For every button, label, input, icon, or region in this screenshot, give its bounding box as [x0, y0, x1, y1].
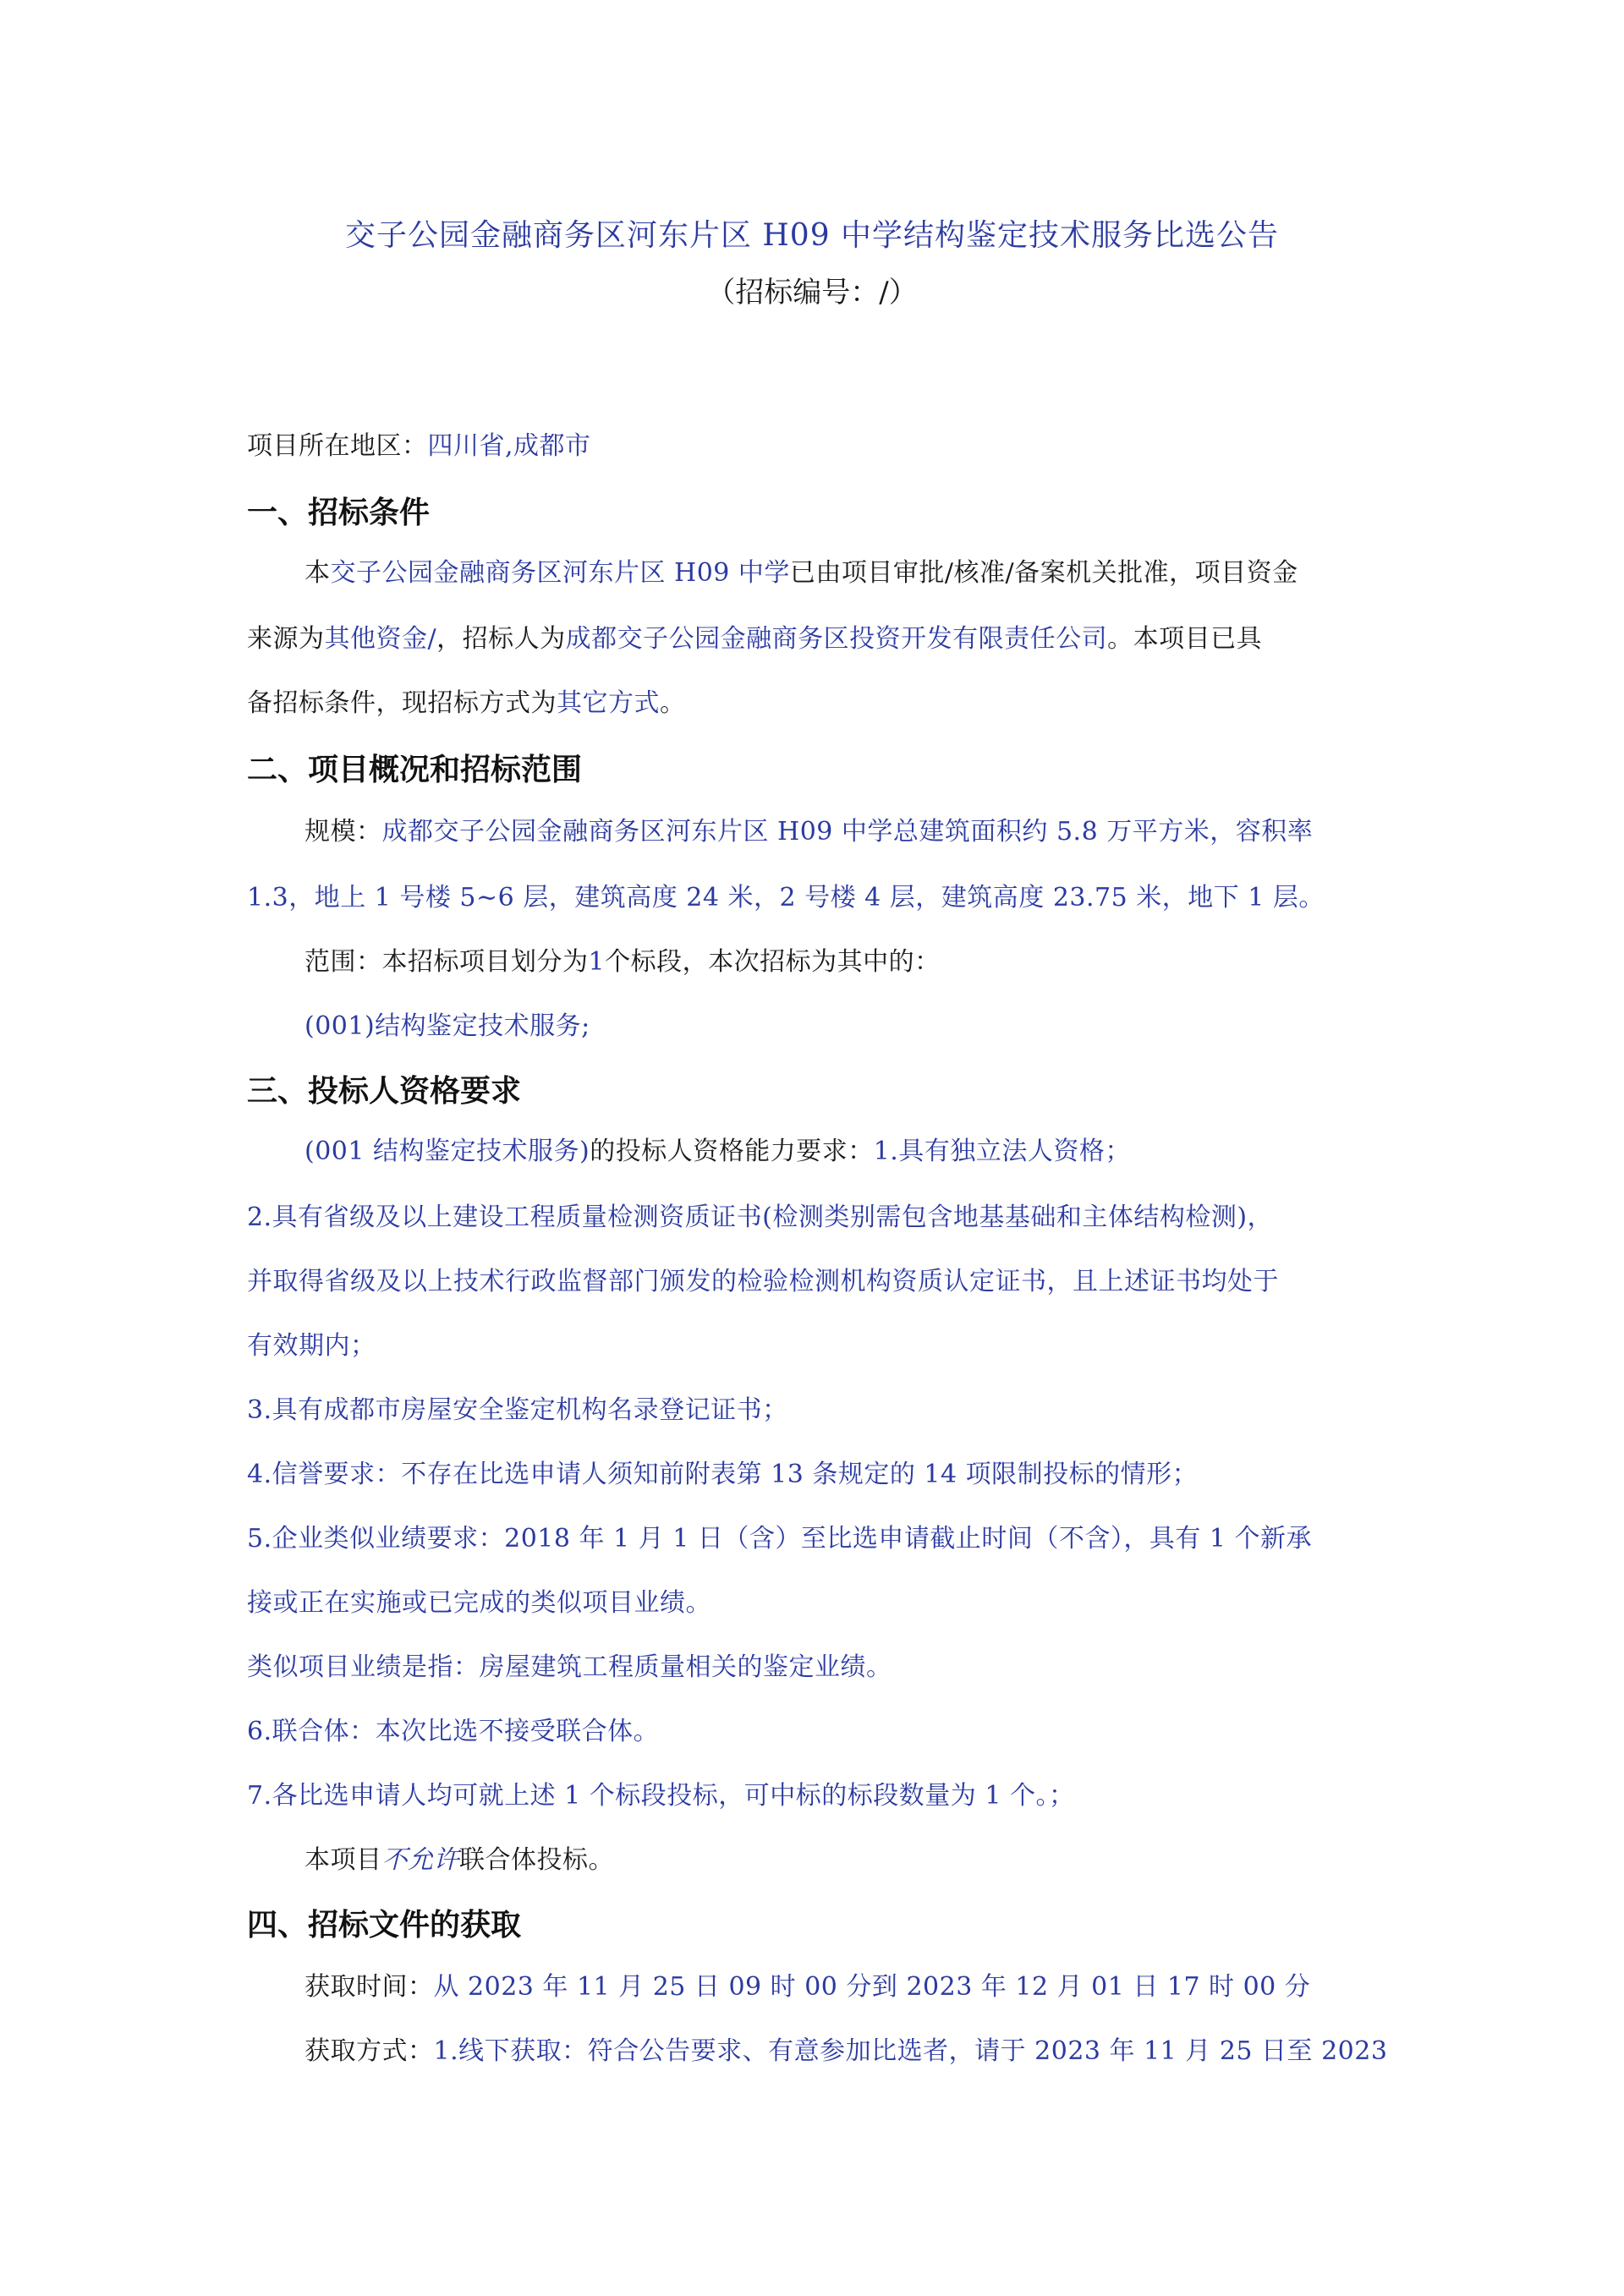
range-line — [304, 940, 1389, 978]
section-1-line-3 — [247, 682, 1389, 719]
section-3-heading: 三、投标人资格要求 — [247, 1074, 522, 1109]
project-name: 交子公园金融商务区河东片区 H09 中学 — [330, 558, 790, 588]
region-label: 项目所在地区： — [247, 431, 428, 461]
text-span: 范围：本招标项目划分为 — [304, 947, 589, 977]
tender-method: 其它方式 — [557, 688, 660, 718]
section-1-line-2 — [247, 617, 1389, 655]
method-label: 获取方式： — [304, 2036, 434, 2066]
scale-line-1 — [304, 810, 1389, 847]
scale-label: 规模： — [304, 817, 382, 847]
text-span: 已由项目审批/核准/备案机关批准，项目资金 — [789, 558, 1298, 588]
fund-source: 其他资金/ — [324, 624, 437, 654]
requirement-2-line-1: 2.具有省级及以上建设工程质量检测资质证书(检测类别需包含地基基础和主体结构检测)， — [247, 1203, 1274, 1232]
document-subtitle: （招标编号：/） — [706, 276, 918, 310]
scale-line-2: 1.3，地上 1 号楼 5~6 层，建筑高度 24 米，2 号楼 4 层，建筑高度 23.75 米，地下 1 层。 — [247, 883, 1325, 912]
joint-venture-value: 不允许 — [381, 1845, 459, 1875]
section-1-heading: 一、招标条件 — [247, 496, 431, 530]
section-2-heading: 二、项目概况和招标范围 — [247, 753, 583, 787]
lot-item: (001)结构鉴定技术服务; — [304, 1011, 590, 1041]
requirement-2-line-2: 并取得省级及以上技术行政监督部门颁发的检验检测机构资质认定证书，且上述证书均处于 — [247, 1267, 1279, 1296]
lot-count: 1 — [588, 947, 606, 977]
time-value: 从 2023 年 11 月 25 日 09 时 00 分到 2023 年 12 月 01 日 17 时 00 分 — [433, 1972, 1311, 2002]
requirement-2-line-3: 有效期内； — [247, 1331, 376, 1361]
requirement-4: 4.信誉要求：不存在比选申请人须知前附表第 13 条规定的 14 项限制投标的情形； — [247, 1460, 1199, 1489]
requirement-5-line-2: 接或正在实施或已完成的类似项目业绩。 — [247, 1588, 711, 1618]
requirement-7: 7.各比选申请人均可就上述 1 个标段投标，可中标的标段数量为 1 个。； — [247, 1781, 1075, 1811]
text-span: 本 — [304, 558, 331, 588]
text-span: 本项目 — [304, 1845, 382, 1875]
tenderer-name: 成都交子公园金融商务区投资开发有限责任公司 — [565, 624, 1108, 654]
acquire-time-line — [304, 1965, 1389, 2003]
qualification-intro — [304, 1130, 1389, 1167]
requirement-5-line-3: 类似项目业绩是指：房屋建筑工程质量相关的鉴定业绩。 — [247, 1652, 892, 1682]
acquire-method-line — [304, 2030, 1389, 2067]
text-span: 的投标人资格能力要求： — [590, 1137, 874, 1166]
lot-name: (001 结构鉴定技术服务) — [304, 1137, 590, 1166]
joint-venture-line — [304, 1838, 1389, 1876]
scale-text: 成都交子公园金融商务区河东片区 H09 中学总建筑面积约 5.8 万平方米，容积率 — [381, 817, 1314, 847]
region-value: 四川省,成都市 — [427, 431, 591, 461]
requirement-3: 3.具有成都市房屋安全鉴定机构名录登记证书； — [247, 1395, 788, 1425]
text-span: 个标段，本次招标为其中的： — [605, 947, 941, 977]
text-span: 联合体投标。 — [459, 1845, 614, 1875]
method-value: 1.线下获取：符合公告要求、有意参加比选者，请于 2023 年 11 月 25 日至 2023 — [433, 2036, 1388, 2066]
document-title: 交子公园金融商务区河东片区 H09 中学结构鉴定技术服务比选公告 — [344, 218, 1280, 253]
text-span: 备招标条件，现招标方式为 — [247, 688, 557, 718]
project-region — [247, 425, 1389, 462]
requirement-1: 1.具有独立法人资格； — [873, 1137, 1131, 1166]
section-1-line-1 — [304, 551, 1389, 589]
text-span: 。 — [660, 688, 686, 718]
requirement-5-line-1: 5.企业类似业绩要求：2018 年 1 月 1 日（含）至比选申请截止时间（不含），具有 1 个新承 — [247, 1524, 1312, 1553]
time-label: 获取时间： — [304, 1972, 434, 2002]
requirement-6: 6.联合体：本次比选不接受联合体。 — [247, 1717, 660, 1746]
text-span: ，招标人为 — [436, 624, 566, 654]
text-span: 。本项目已具 — [1107, 624, 1263, 654]
text-span: 来源为 — [247, 624, 325, 654]
section-4-heading: 四、招标文件的获取 — [247, 1908, 522, 1943]
